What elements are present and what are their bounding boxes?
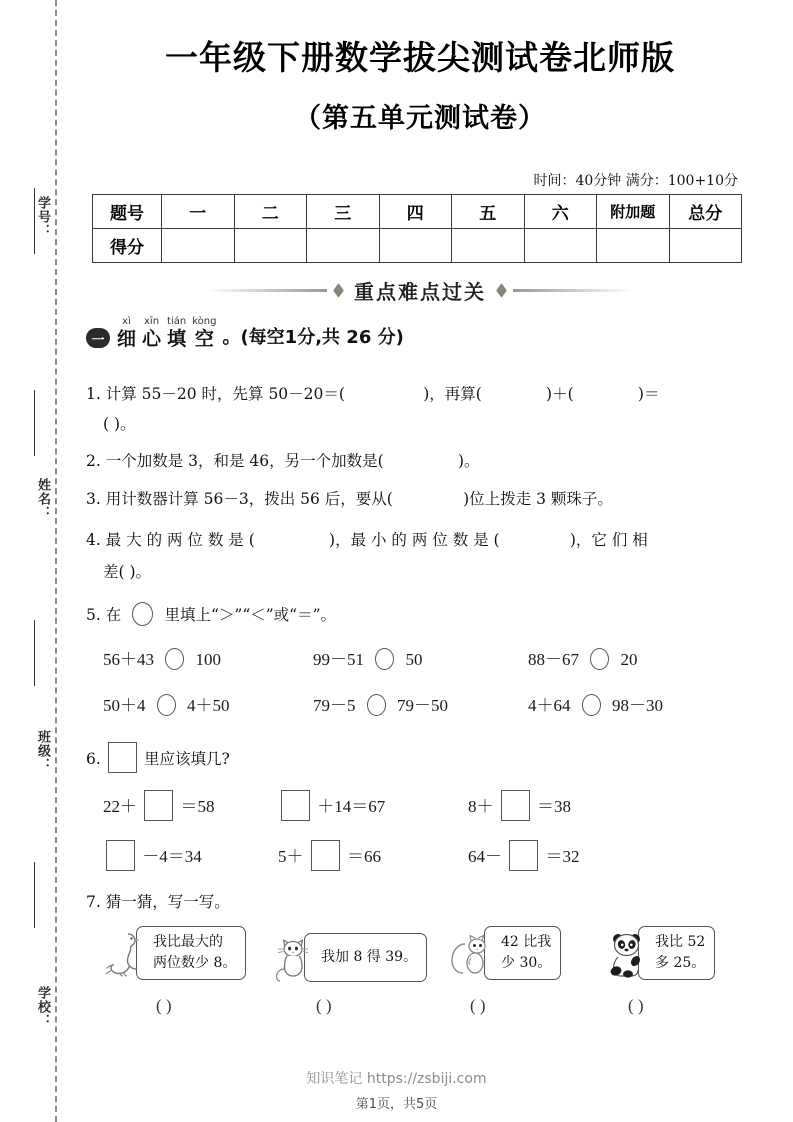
score-cell-5[interactable] [452, 229, 525, 263]
panda-icon [604, 925, 648, 981]
q7-bubble-4-line-2: 多 25。 [655, 955, 706, 971]
q5-answer-circle-4[interactable] [157, 694, 176, 716]
score-table-col-4: 四 [379, 195, 452, 229]
q6-expr-r2c3-before: 64－ [468, 847, 502, 866]
squirrel-icon [450, 925, 494, 981]
score-table-col-total: 总分 [669, 195, 742, 229]
pinyin-group [117, 316, 222, 350]
q7-bubble-4 [638, 926, 715, 980]
question-1-text-c: )＋( [546, 385, 574, 403]
question-3-text-b: )位上拨走 3 颗珠子。 [463, 490, 613, 508]
pinyin-char-1 [117, 316, 136, 350]
banner-title: 重点难点过关 [354, 280, 486, 304]
q7-bubble-3 [484, 926, 561, 980]
hanzi-2: 心 [142, 328, 162, 350]
hanzi-4: 空 [194, 328, 214, 350]
score-table-col-5: 五 [452, 195, 525, 229]
q6-expr-r2c2-after: ＝66 [347, 847, 381, 866]
q6-expr-r2c1 [103, 840, 202, 871]
table-row [93, 229, 742, 263]
margin-label-student-name: 姓名： [35, 478, 50, 520]
q5-expr-r1c1 [103, 645, 221, 670]
q7-bubble-3-line-1: 42 比我 [501, 934, 552, 950]
q7-bubble-1 [136, 926, 246, 980]
table-row [93, 195, 742, 229]
q5-expr-r2c3-right: 98－30 [612, 696, 663, 715]
hanzi-1: 细 [117, 328, 137, 350]
question-4-text-a: 4. 最 大 的 两 位 数 是 ( [86, 531, 255, 549]
q5-answer-circle-2[interactable] [375, 648, 394, 670]
q5-answer-circle-6[interactable] [582, 694, 601, 716]
question-6-prompt-a: 6. [86, 750, 101, 768]
q7-answer-4[interactable]: ( ) [628, 996, 644, 1015]
score-cell-extra[interactable] [597, 229, 670, 263]
q5-expr-r2c1 [103, 691, 230, 716]
banner-diamond-left-icon [333, 283, 344, 298]
score-cell-3[interactable] [307, 229, 380, 263]
q7-item-1 [102, 925, 246, 981]
q5-expr-r1c2-left: 99－51 [313, 650, 364, 669]
question-7-bubble-row [92, 925, 752, 985]
q5-expr-r2c2 [313, 691, 448, 716]
q7-bubble-1-line-1: 我比最大的 [153, 934, 223, 950]
score-table-col-3: 三 [307, 195, 380, 229]
score-table-col-2: 二 [234, 195, 307, 229]
q5-answer-circle-1[interactable] [165, 648, 184, 670]
comparison-circle-icon[interactable] [132, 602, 153, 626]
score-cell-1[interactable] [162, 229, 235, 263]
q6-expr-r1c3 [468, 790, 571, 821]
q6-expr-r1c3-before: 8＋ [468, 797, 494, 816]
q5-expr-r1c3-left: 88－67 [528, 650, 579, 669]
cut-line [55, 0, 57, 1122]
q6-expr-r1c1 [103, 790, 215, 821]
question-4-line-1 [86, 528, 648, 550]
question-5-prompt-b: 里填上“＞”“＜”或“＝”。 [164, 606, 337, 624]
q6-answer-box-1[interactable] [144, 790, 173, 821]
question-3 [86, 487, 613, 509]
question-6-prompt [86, 742, 230, 773]
score-table [92, 194, 742, 263]
question-2 [86, 449, 480, 471]
q6-expr-r2c3-after: ＝32 [545, 847, 580, 866]
q6-answer-box-3[interactable] [501, 790, 530, 821]
cat-icon [270, 929, 314, 985]
q5-expr-r1c2 [313, 645, 423, 670]
score-table-col-extra: 附加题 [597, 195, 670, 229]
q5-expr-r2c3 [528, 691, 663, 716]
q5-expr-r2c3-left: 4＋64 [528, 696, 571, 715]
q7-bubble-2-line-1: 我加 8 得 39。 [321, 948, 418, 965]
question-6-box-icon[interactable] [108, 742, 137, 773]
question-7-prompt: 7. 猜一猜，写一写。 [86, 893, 230, 911]
q5-expr-r2c2-left: 79－5 [313, 696, 356, 715]
q6-answer-box-4[interactable] [106, 840, 135, 871]
q7-bubble-4-line-1: 我比 52 [655, 934, 706, 950]
q6-expr-r1c1-before: 22＋ [103, 797, 137, 816]
q6-answer-box-6[interactable] [509, 840, 538, 871]
section-banner [70, 276, 770, 305]
margin-rule-4 [34, 862, 35, 928]
banner-diamond-right-icon [496, 283, 507, 298]
question-2-text-a: 2. 一个加数是 3，和是 46，另一个加数是( [86, 452, 384, 470]
q5-expr-r1c2-right: 50 [405, 650, 423, 669]
q5-expr-r1c3 [528, 645, 638, 670]
score-table-row-label-score: 得分 [93, 229, 162, 263]
margin-label-school: 学校： [35, 986, 50, 1028]
score-table-col-6: 六 [524, 195, 597, 229]
q5-expr-r2c1-right: 4＋50 [187, 696, 230, 715]
question-5-prompt-a: 5. 在 [86, 606, 122, 624]
score-table-col-1: 一 [162, 195, 235, 229]
score-cell-total[interactable] [669, 229, 742, 263]
q7-item-4 [604, 925, 715, 981]
score-table-row-label-question: 题号 [93, 195, 162, 229]
q5-expr-r1c3-right: 20 [620, 650, 638, 669]
question-3-text-a: 3. 用计数器计算 56－3，拨出 56 后，要从( [86, 490, 393, 508]
pinyin-text-4: kòng [192, 316, 217, 327]
q6-expr-r1c3-after: ＝38 [537, 797, 571, 816]
q6-expr-r1c1-after: ＝58 [180, 797, 215, 816]
score-cell-6[interactable] [524, 229, 597, 263]
page-subtitle: （第五单元测试卷） [294, 103, 546, 134]
margin-label-student-number: 学号： [35, 196, 50, 238]
goose-icon [102, 925, 146, 981]
q5-answer-circle-5[interactable] [367, 694, 386, 716]
margin-rule-3 [34, 620, 35, 686]
pinyin-char-2 [142, 316, 161, 350]
banner-line-left-icon [207, 289, 327, 292]
hanzi-3: 填 [167, 328, 187, 350]
q6-expr-r2c3 [468, 840, 580, 871]
q6-answer-box-5[interactable] [311, 840, 340, 871]
q7-answer-3[interactable]: ( ) [470, 996, 486, 1015]
pinyin-char-4 [192, 316, 216, 350]
q7-bubble-1-line-2: 两位数少 8。 [153, 955, 237, 971]
q7-item-2 [270, 929, 427, 985]
page-title: 一年级下册数学拔尖测试卷北师版 [165, 38, 675, 77]
question-1-text-d: )＝ [637, 385, 660, 403]
margin-label-class: 班级： [35, 730, 50, 772]
q7-bubble-3-line-2: 少 30。 [501, 955, 552, 971]
question-1-line-2: ( )。 [103, 415, 136, 433]
footer-page-number: 第1页，共5页 [355, 1097, 438, 1112]
q6-expr-r2c2-before: 5＋ [278, 847, 304, 866]
q7-answer-2[interactable]: ( ) [316, 996, 332, 1015]
q5-expr-r1c1-left: 56＋43 [103, 650, 154, 669]
question-6-prompt-b: 里应该填几? [144, 750, 230, 768]
question-1-line-1 [86, 382, 659, 404]
question-4-text-b: )，最 小 的 两 位 数 是 ( [329, 531, 500, 549]
section-heading [86, 316, 404, 350]
question-2-text-b: )。 [457, 452, 480, 470]
question-1-text-b: )，再算( [423, 385, 482, 403]
pinyin-text-3: tián [167, 316, 187, 327]
score-cell-4[interactable] [379, 229, 452, 263]
banner-line-right-icon [513, 289, 633, 292]
question-1-text-a: 1. 计算 55－20 时，先算 50－20＝( [86, 385, 345, 403]
q5-expr-r2c1-left: 50＋4 [103, 696, 146, 715]
q6-expr-r1c2 [278, 790, 385, 821]
q7-item-3 [450, 925, 561, 981]
q5-expr-r2c2-right: 79－50 [397, 696, 448, 715]
q7-bubble-2 [304, 933, 427, 982]
section-score-note: 。(每空1分,共 26 分) [222, 327, 404, 348]
question-5-prompt [86, 602, 336, 626]
q6-answer-box-2[interactable] [281, 790, 310, 821]
footer-watermark: 知识笔记 https://zsbiji.com [306, 1071, 487, 1087]
margin-rule-2 [34, 390, 35, 456]
question-4-line-2: 差( )。 [103, 563, 152, 581]
pinyin-text-1: xì [122, 316, 131, 327]
section-number-badge: 一 [86, 328, 110, 348]
pinyin-text-2: xīn [144, 316, 160, 327]
pinyin-char-3 [167, 316, 186, 350]
q6-expr-r2c1-after: －4＝34 [142, 847, 202, 866]
question-4-text-c: )，它 们 相 [569, 531, 648, 549]
q7-answer-1[interactable]: ( ) [156, 996, 172, 1015]
q6-expr-r2c2 [278, 840, 381, 871]
margin-label-group [18, 0, 52, 1122]
exam-meta: 时间：40分钟 满分：100+10分 [533, 173, 738, 189]
q6-expr-r1c2-after: ＋14＝67 [317, 797, 386, 816]
score-cell-2[interactable] [234, 229, 307, 263]
q5-expr-r1c1-right: 100 [195, 650, 221, 669]
q5-answer-circle-3[interactable] [590, 648, 609, 670]
